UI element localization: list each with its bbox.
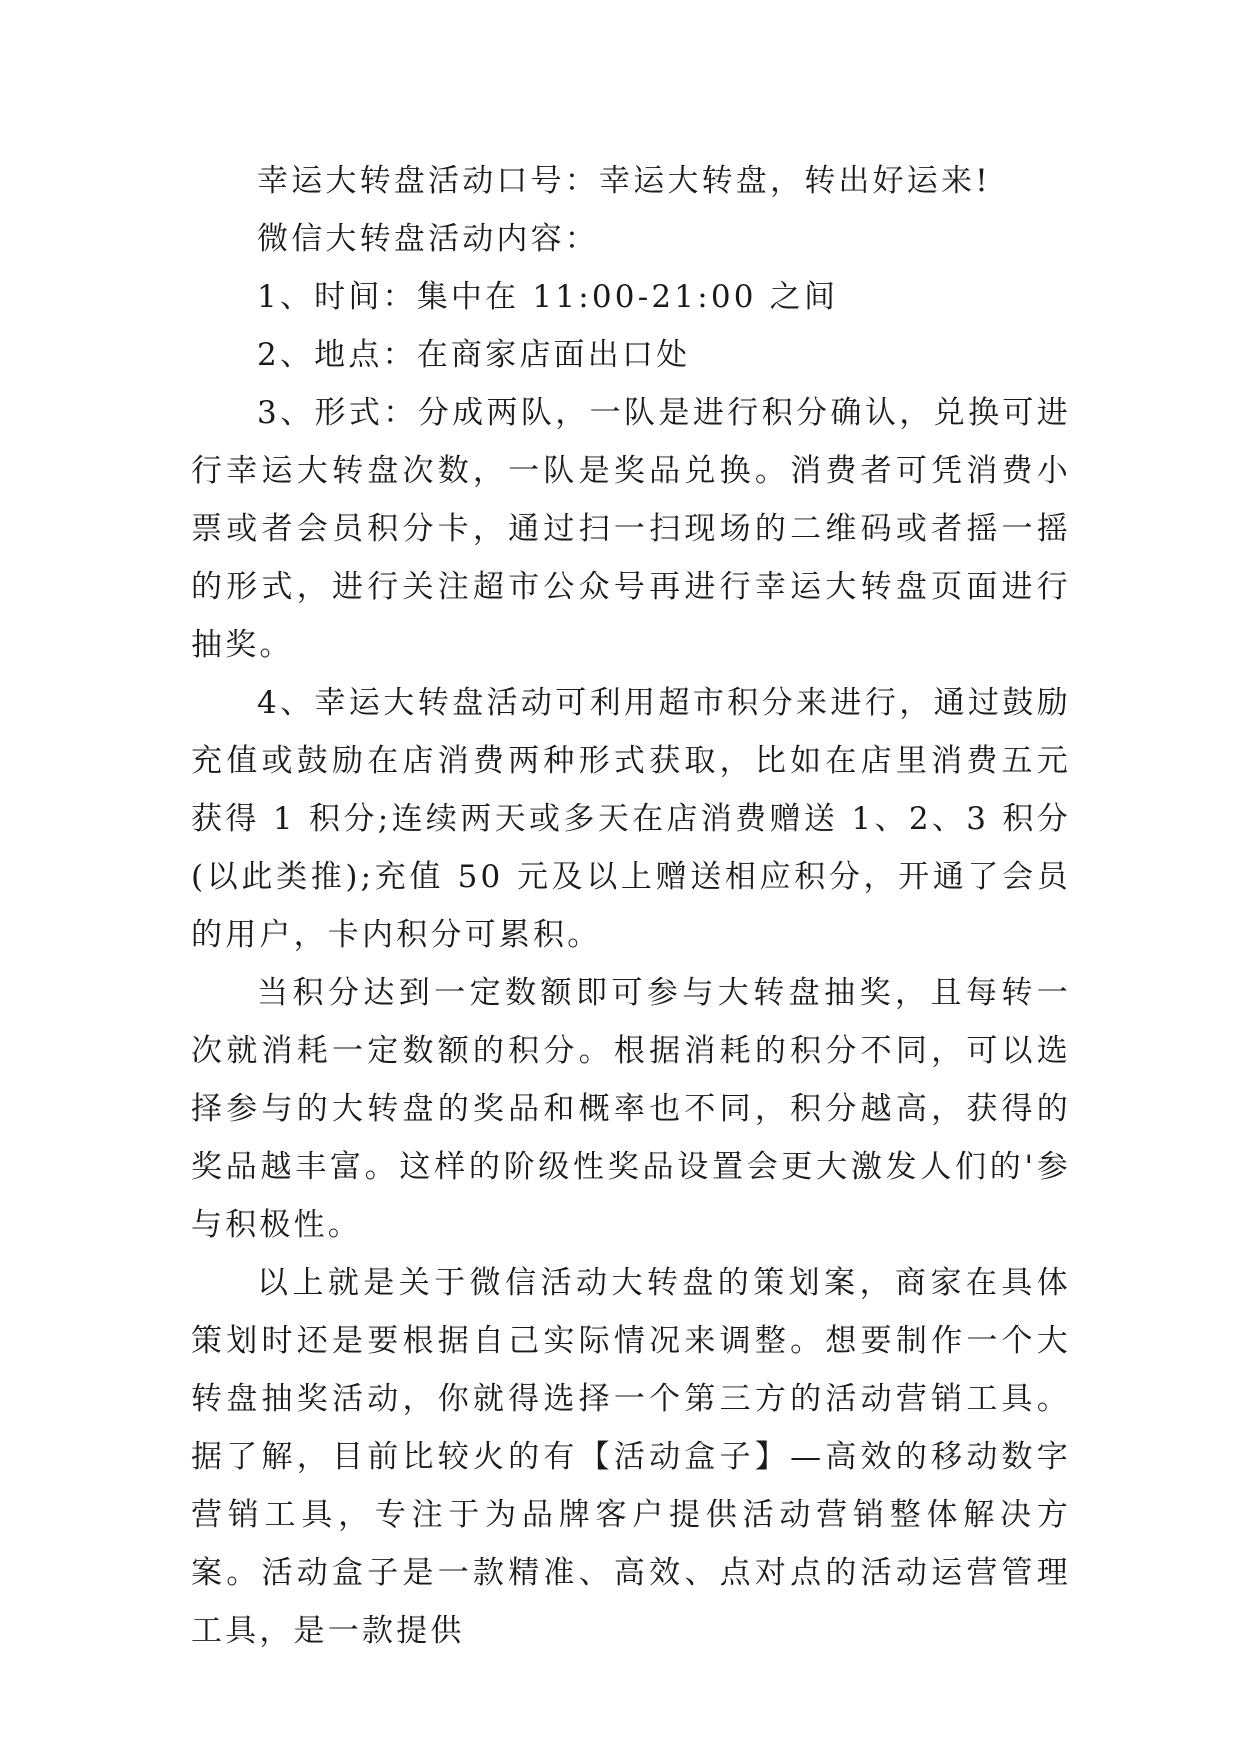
summary-paragraph: 以上就是关于微信活动大转盘的策划案，商家在具体策划时还是要根据自己实际情况来调整。想要制作一个大转盘抽奖活动，你就得选择一个第三方的活动营销工具。据了解，目前比较火的有【活动盒子】—高效的移动数字营销工具，专注于为品牌客户提供活动营销整体解决方案。活动盒子是一款精准、高效、点对点的活动运营管理工具，是一款提供 bbox=[191, 1265, 1071, 1649]
format-paragraph: 3、形式：分成两队，一队是进行积分确认，兑换可进行幸运大转盘次数，一队是奖品兑换。消费者可凭消费小票或者会员积分卡，通过扫一扫现场的二维码或者摇一摇的形式，进行关注超市公众号再进行幸运大转盘页面进行抽奖。 bbox=[191, 395, 1071, 663]
location-paragraph: 2、地点：在商家店面出口处 bbox=[257, 337, 691, 373]
lottery-rules-paragraph: 当积分达到一定数额即可参与大转盘抽奖，且每转一次就消耗一定数额的积分。根据消耗的积分不同，可以选择参与的大转盘的奖品和概率也不同，积分越高，获得的奖品越丰富。这样的阶级性奖品设置会更大激发人们的'参与积极性。 bbox=[191, 975, 1071, 1243]
slogan-paragraph: 幸运大转盘活动口号：幸运大转盘，转出好运来! bbox=[257, 163, 991, 199]
activity-content-heading: 微信大转盘活动内容： bbox=[257, 221, 599, 257]
document-body bbox=[191, 152, 1071, 1660]
time-paragraph: 1、时间：集中在 11:00-21:00 之间 bbox=[257, 279, 839, 315]
points-paragraph: 4、幸运大转盘活动可利用超市积分来进行，通过鼓励充值或鼓励在店消费两种形式获取，比如在店里消费五元获得 1 积分;连续两天或多天在店消费赠送 1、2、3 积分(以此类推);充值 50 元及以上赠送相应积分，开通了会员的用户，卡内积分可累积。 bbox=[191, 685, 1071, 953]
